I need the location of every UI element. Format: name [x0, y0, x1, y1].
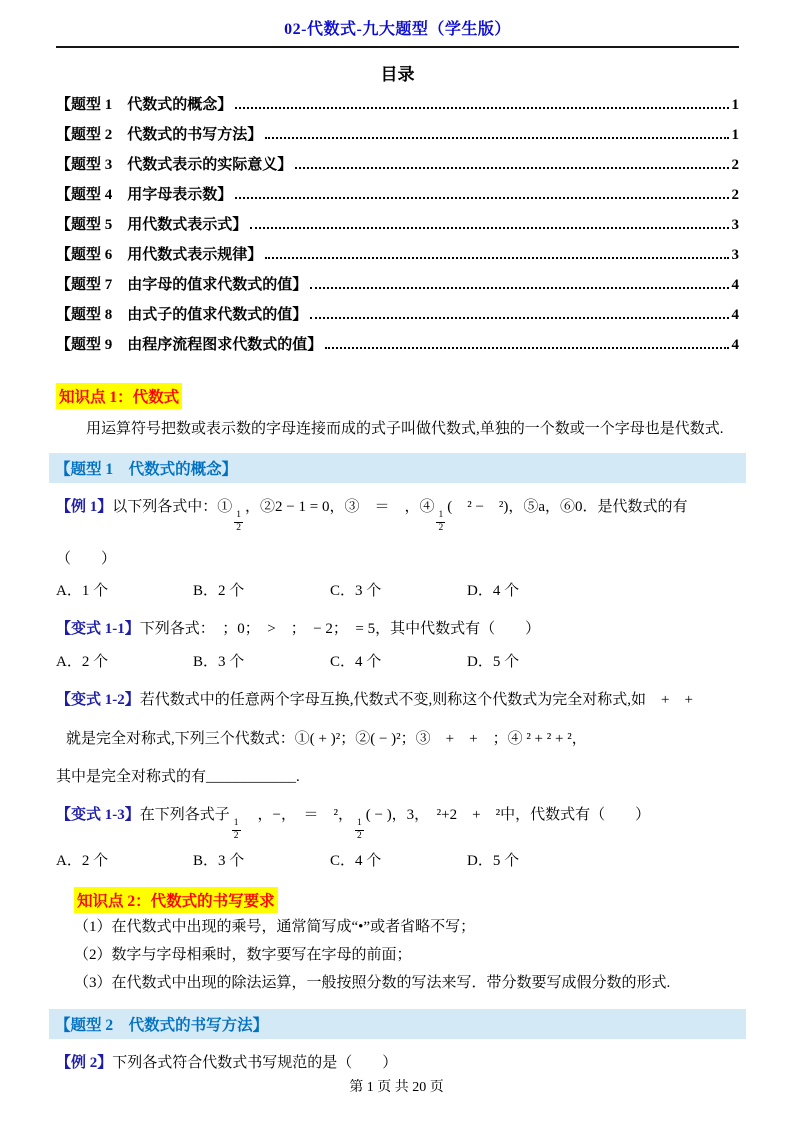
toc-item-label: 【题型 3 代数式表示的实际意义】: [56, 157, 293, 173]
option-c: C．4 个: [330, 852, 382, 869]
toc-item: [56, 207, 739, 237]
toc-dot-leader: [265, 257, 728, 259]
toc-page-number: 2: [731, 187, 739, 203]
toc-page-number: 1: [731, 127, 739, 143]
variant-1-1-text: 下列各式： ；0； > ； − 2； = 5，其中代数式有（ ）: [139, 620, 541, 637]
example-1-seg1: 以下列各式中：①: [112, 499, 233, 515]
toc-item: [56, 237, 739, 267]
toc-page-number: 4: [731, 277, 739, 293]
topic-2-bar: 【题型 2 代数式的书写方法】: [49, 1009, 746, 1039]
option-d: D．4 个: [467, 582, 520, 599]
fraction-numerator: 1: [436, 510, 445, 523]
example-2-text: 下列各式符合代数式书写规范的是（ ）: [112, 1054, 398, 1071]
fraction-numerator: 1: [355, 818, 364, 831]
toc-item-label: 【题型 4 用字母表示数】: [56, 187, 233, 203]
variant-1-3-options: [56, 847, 739, 875]
writing-rule-2: （2）数字与字母相乘时，数字要写在字母的前面；: [74, 946, 412, 963]
toc-item-label: 【题型 5 用代数式表示式】: [56, 217, 248, 233]
variant-1-2-question: [56, 686, 739, 715]
document-header: [56, 16, 739, 48]
option-c: C．3 个: [330, 582, 382, 599]
fraction-one-half: [355, 818, 364, 843]
toc-dot-leader: [265, 137, 728, 139]
variant-1-1-question: [56, 615, 739, 644]
variant-1-1-options: [56, 648, 739, 676]
toc-dot-leader: [250, 227, 728, 229]
fraction-denominator: 2: [236, 522, 242, 533]
option-a: A．1 个: [56, 582, 109, 599]
option-c: C．4 个: [330, 653, 382, 670]
toc-dot-leader: [235, 107, 728, 109]
topic-1-bar: 【题型 1 代数式的概念】: [49, 453, 746, 483]
fraction-denominator: 2: [233, 830, 239, 841]
option-b: B．3 个: [193, 653, 245, 670]
fraction-one-half: [234, 510, 243, 535]
example-2-label: 【例 2】: [56, 1054, 113, 1071]
toc-page-number: 3: [731, 217, 739, 233]
option-b: B．3 个: [193, 852, 245, 869]
toc-item-label: 【题型 6 用代数式表示规律】: [56, 247, 263, 263]
toc-item-label: 【题型 7 由字母的值求代数式的值】: [56, 277, 308, 293]
toc-item: [56, 267, 739, 297]
fraction-denominator: 2: [356, 830, 362, 841]
variant-1-3-seg3: ( − )，3， ²+2 + ²中，代数式有（ ）: [365, 806, 651, 823]
toc-page-number: 1: [731, 97, 739, 113]
variant-1-1-label: 【变式 1-1】: [56, 620, 140, 637]
knowledge-point-2: [74, 887, 739, 913]
knowledge-point-1-text: 用运算符号把数或表示数的字母连接而成的式子叫做代数式,单独的一个数或一个字母也是代数式.: [86, 421, 724, 437]
toc-page-number: 4: [731, 337, 739, 353]
variant-1-3-question: [56, 801, 739, 843]
option-a: A．2 个: [56, 653, 109, 670]
variant-1-2-label: 【变式 1-2】: [56, 691, 140, 708]
fraction-one-half: [436, 510, 445, 535]
header-divider: [56, 46, 739, 48]
toc-item: [56, 297, 739, 327]
variant-1-3-label: 【变式 1-3】: [56, 806, 140, 823]
toc-page-number: 3: [731, 247, 739, 263]
variant-1-3-seg2: ，−， ＝ ²，: [242, 806, 353, 823]
writing-rule-1: （1）在代数式中出现的乘号，通常简写成“•”或者省略不写；: [74, 918, 476, 935]
toc-item-label: 【题型 2 代数式的书写方法】: [56, 127, 263, 143]
toc-item-label: 【题型 1 代数式的概念】: [56, 97, 233, 113]
toc-page-number: 2: [731, 157, 739, 173]
toc-dot-leader: [310, 287, 728, 289]
toc-page-number: 4: [731, 307, 739, 323]
toc-item-label: 【题型 9 由程序流程图求代数式的值】: [56, 337, 323, 353]
document-title: 02-代数式-九大题型（学生版）: [284, 21, 511, 38]
toc-item: [56, 177, 739, 207]
toc-title: 目录: [380, 65, 415, 84]
example-1-options: [56, 577, 739, 605]
knowledge-point-2-title: 知识点 2：代数式的书写要求: [74, 887, 278, 913]
example-1-label: 【例 1】: [56, 499, 113, 515]
example-1-seg2: ，②2 − 1 = 0，③ ＝ ，④: [245, 499, 435, 515]
toc-dot-leader: [295, 167, 728, 169]
fraction-numerator: 1: [234, 510, 243, 523]
fraction-one-half: [232, 818, 241, 843]
toc-item: [56, 147, 739, 177]
fraction-denominator: 2: [438, 522, 444, 533]
option-d: D．5 个: [467, 653, 520, 670]
toc-item: [56, 87, 739, 117]
table-of-contents: [56, 87, 739, 357]
option-b: B．2 个: [193, 582, 245, 599]
toc-dot-leader: [235, 197, 728, 199]
toc-dot-leader: [310, 317, 728, 319]
example-1-answer-blank: （ ）: [56, 550, 117, 567]
toc-dot-leader: [325, 347, 728, 349]
toc-item: [56, 327, 739, 357]
writing-rule-3: （3）在代数式中出现的除法运算，一般按照分数的写法来写．带分数要写成假分数的形式.: [74, 974, 671, 991]
variant-1-2-line1: 若代数式中的任意两个字母互换,代数式不变,则称这个代数式为完全对称式,如 + +: [139, 691, 693, 708]
option-d: D．5 个: [467, 852, 520, 869]
variant-1-2-line2: 就是完全对称式,下列三个代数式：①( + )²；②( − )²；③ + + ；④ ² + ² + ²，: [66, 730, 587, 747]
page-footer: 第 1 页 共 20 页: [349, 1080, 444, 1095]
example-1-seg3: ( ² − ²)，⑤a，⑥0．是代数式的有: [447, 499, 688, 515]
knowledge-point-1: [56, 383, 739, 409]
example-2-question: [56, 1049, 739, 1078]
knowledge-point-1-title: 知识点 1：代数式: [56, 383, 182, 409]
variant-1-2-line3: 其中是完全对称式的有____________.: [56, 768, 300, 785]
toc-item: [56, 117, 739, 147]
fraction-numerator: 1: [232, 818, 241, 831]
example-1-question: [56, 493, 739, 535]
option-a: A．2 个: [56, 852, 109, 869]
toc-item-label: 【题型 8 由式子的值求代数式的值】: [56, 307, 308, 323]
variant-1-3-seg1: 在下列各式子: [139, 806, 230, 823]
